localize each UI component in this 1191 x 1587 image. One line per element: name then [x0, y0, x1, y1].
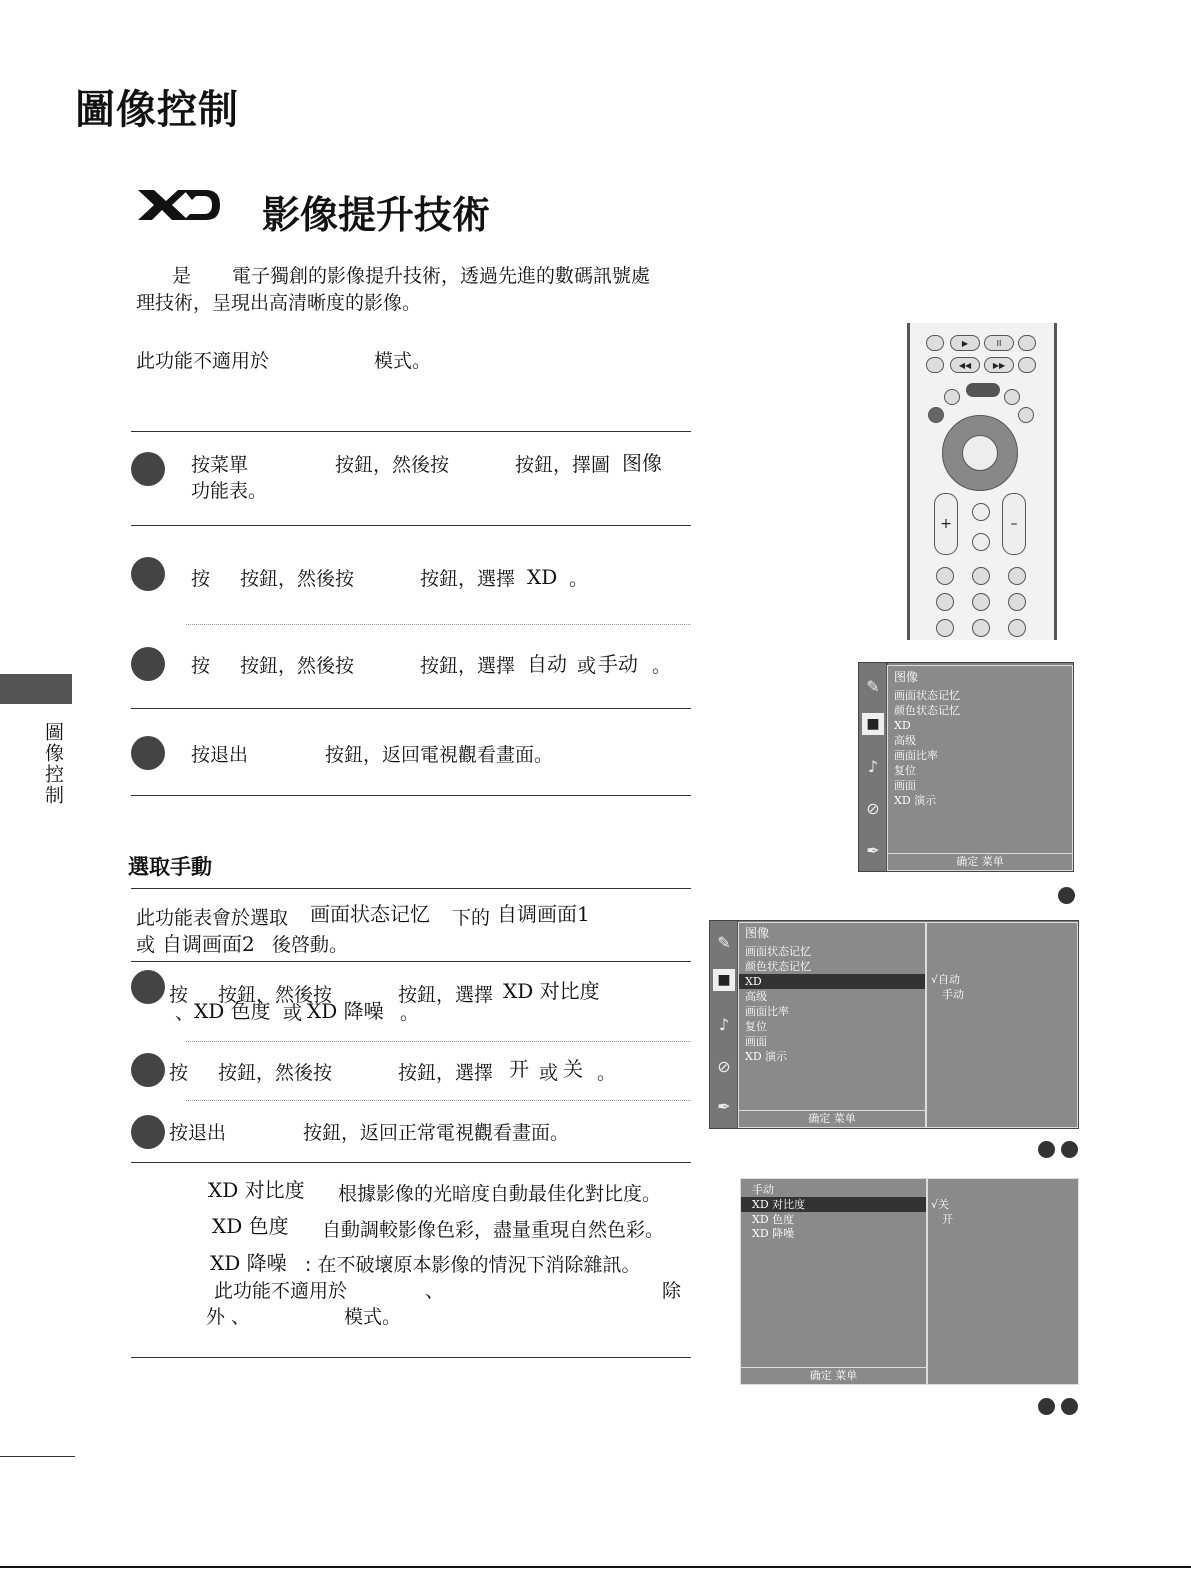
step4-b: 按鈕，返回電視觀看畫面。	[325, 744, 554, 766]
aux-button[interactable]	[944, 389, 960, 405]
osd-list	[887, 665, 1073, 871]
dotted-divider	[186, 1041, 691, 1042]
menu-button[interactable]	[966, 383, 1000, 397]
satellite-icon: ✎	[866, 676, 880, 696]
osd-item[interactable]: 画面比率	[745, 1005, 789, 1018]
pause-button[interactable]: II	[984, 335, 1014, 351]
note2-d: 外 、	[206, 1306, 251, 1328]
fast-forward-button[interactable]: ▶▶	[984, 357, 1014, 373]
divider	[131, 525, 691, 526]
step1-b: 按鈕，然後按	[335, 454, 450, 476]
picture-icon: ■	[862, 713, 884, 735]
osd-item[interactable]: XD	[894, 719, 911, 732]
number-button[interactable]	[1008, 619, 1026, 637]
step-reference-dot	[1061, 1398, 1078, 1415]
note2-c: 除	[662, 1280, 682, 1302]
divider	[131, 888, 691, 889]
footer-rule	[0, 1456, 75, 1457]
number-button[interactable]	[936, 567, 954, 585]
number-button[interactable]	[936, 593, 954, 611]
osd-item[interactable]: 画面	[894, 779, 916, 792]
clock-icon: ⊘	[866, 798, 880, 818]
divider	[131, 708, 691, 709]
step-reference-dot	[1038, 1141, 1055, 1158]
intro-line1: 電子獨創的影像提升技術，透過先進的數碼訊號處	[232, 265, 651, 287]
osd-options	[927, 1178, 1079, 1385]
def-term-contrast: XD 对比度	[208, 1178, 305, 1202]
osd-item[interactable]: XD 演示	[894, 794, 937, 807]
divider	[131, 1162, 691, 1163]
m-step1-c: 按鈕，選擇	[398, 984, 494, 1006]
osd-list	[740, 1178, 927, 1385]
side-label: 圖像控制	[42, 722, 64, 806]
manual-intro2-b: 後啓動。	[272, 934, 349, 956]
step2-a: 按	[191, 568, 211, 590]
m-step1-end: 。	[400, 1002, 420, 1024]
m-step2-c: 按鈕，選擇	[398, 1062, 494, 1084]
step-reference-dot	[1061, 1141, 1078, 1158]
rewind-button[interactable]: ◀◀	[950, 357, 980, 373]
ok-button[interactable]	[962, 435, 998, 471]
step-badge	[131, 1115, 165, 1149]
osd-item[interactable]: 复位	[894, 764, 916, 777]
osd-item[interactable]: 复位	[745, 1020, 767, 1033]
side-tab-marker	[0, 674, 72, 704]
volume-rocker[interactable]: +	[934, 493, 958, 555]
step-reference-dot	[1058, 887, 1075, 904]
bottom-rule	[0, 1566, 1191, 1568]
osd-footer: 确定 菜单	[739, 1110, 925, 1127]
osd-item-selected[interactable]: XD 对比度	[741, 1197, 926, 1212]
divider	[131, 431, 691, 432]
clock-icon: ⊘	[717, 1056, 731, 1076]
osd-item[interactable]: XD 演示	[745, 1050, 788, 1063]
m-step2-or: 或	[539, 1062, 559, 1084]
def-desc-contrast: 根據影像的光暗度自動最佳化對比度。	[338, 1183, 662, 1205]
speaker-icon: ♪	[867, 756, 879, 776]
intro-line2: 理技術，呈現出高清晰度的影像。	[136, 292, 422, 314]
page-title: 圖像控制	[75, 87, 239, 133]
step3-end: 。	[652, 655, 672, 677]
osd-item[interactable]: 画面	[745, 1035, 767, 1048]
divider	[131, 795, 691, 796]
channel-rocker[interactable]: –	[1002, 493, 1026, 555]
step2-menu: XD	[527, 565, 558, 589]
m-step1-s1: XD 对比度	[503, 979, 600, 1003]
m-step2-s1: 开	[509, 1057, 529, 1081]
manual-intro2-a: 或	[136, 934, 156, 956]
step3-opt1: 自动	[527, 652, 567, 676]
osd-menu-manual	[740, 1178, 1079, 1384]
skip-forward-button[interactable]	[1018, 357, 1036, 373]
osd-list	[738, 922, 926, 1128]
exit-button[interactable]	[928, 407, 944, 423]
manual-intro-a: 此功能表會於選取	[136, 907, 289, 929]
m-step3-b: 按鈕，返回正常電視觀看畫面。	[303, 1122, 570, 1144]
record-button[interactable]	[1018, 335, 1036, 351]
m-step1-s3: XD 降噪	[307, 999, 384, 1023]
osd-title: 手动	[752, 1183, 774, 1196]
dotted-divider	[186, 1100, 691, 1101]
step-badge	[131, 557, 165, 591]
step1-a: 按菜單	[191, 454, 249, 476]
osd-footer: 确定 菜单	[741, 1367, 926, 1384]
step1-c: 按鈕，擇圖	[515, 454, 611, 476]
def-desc-color: 自動調較影像色彩，盡量重現自然色彩。	[322, 1219, 665, 1241]
step3-or: 或	[577, 655, 597, 677]
def-term-color: XD 色度	[212, 1214, 289, 1238]
step-badge	[131, 452, 165, 486]
m-step1-sep: 、	[175, 1002, 195, 1024]
m-step1-b: 按鈕，然後按	[218, 984, 333, 1006]
osd-option[interactable]: 开	[942, 1213, 953, 1226]
step1-menu: 图像	[622, 451, 662, 475]
remote-control	[907, 323, 1057, 640]
m-step1-or: 或	[283, 1002, 303, 1024]
step3-a: 按	[191, 655, 211, 677]
m-step2-end: 。	[597, 1062, 617, 1084]
m-step2-a: 按	[169, 1062, 189, 1084]
osd-item[interactable]: XD 降噪	[752, 1227, 795, 1240]
osd-item[interactable]: 颜色状态记忆	[745, 960, 811, 973]
number-button[interactable]	[1008, 593, 1026, 611]
xd-logo	[136, 188, 222, 222]
manual-intro-s2: 自调画面1	[497, 902, 590, 926]
note2-a: 此功能不適用於	[214, 1280, 348, 1302]
osd-menu-xd	[709, 920, 1079, 1129]
osd-item[interactable]: 高级	[745, 990, 767, 1003]
intro-note-b: 模式。	[374, 350, 432, 372]
wrench-icon: ✒	[866, 840, 880, 860]
m-step1-a: 按	[169, 984, 189, 1006]
m-step1-s2: XD 色度	[194, 999, 271, 1023]
osd-item[interactable]: 颜色状态记忆	[894, 704, 960, 717]
osd-item[interactable]: 画面比率	[894, 749, 938, 762]
fav-button[interactable]	[972, 503, 990, 521]
osd-item[interactable]: 高级	[894, 734, 916, 747]
skip-back-button[interactable]	[926, 357, 944, 373]
number-button[interactable]	[1008, 567, 1026, 585]
osd-title: 图像	[894, 670, 919, 684]
section-title: 影像提升技術	[262, 193, 491, 237]
osd-icon-column	[710, 921, 739, 1128]
osd-item[interactable]: 画面状态记忆	[745, 945, 811, 958]
step4-a: 按退出	[191, 744, 249, 766]
note2-e: 模式。	[344, 1306, 402, 1328]
step2-b: 按鈕，然後按	[240, 568, 355, 590]
osd-item-selected[interactable]: XD	[739, 974, 925, 989]
def-desc-nr: : 在不破壞原本影像的情況下消除雜訊。	[305, 1254, 641, 1276]
manual-heading: 選取手動	[128, 855, 212, 879]
note2-b: 、	[425, 1280, 445, 1302]
satellite-icon: ✎	[717, 932, 731, 952]
step-badge	[131, 970, 165, 1004]
step3-c: 按鈕，選擇	[420, 655, 516, 677]
step-badge	[131, 736, 165, 770]
m-step3-a: 按退出	[169, 1122, 227, 1144]
picture-icon: ■	[713, 969, 735, 991]
osd-option[interactable]: 手动	[942, 988, 964, 1001]
mute-button[interactable]	[972, 533, 990, 551]
step3-b: 按鈕，然後按	[240, 655, 355, 677]
osd-item[interactable]: 画面状态记忆	[894, 689, 960, 702]
intro-note-a: 此功能不適用於	[136, 350, 270, 372]
aux-button[interactable]	[1018, 407, 1034, 423]
osd-option[interactable]: √自动	[931, 973, 961, 986]
osd-footer: 确定 菜单	[888, 853, 1072, 870]
divider	[131, 961, 691, 962]
manual-intro2-s: 自调画面2	[162, 932, 255, 956]
step2-end: 。	[569, 568, 589, 590]
stop-button[interactable]	[926, 335, 944, 351]
step-reference-dot	[1038, 1398, 1055, 1415]
manual-intro-b: 下的	[452, 907, 491, 929]
step3-opt2: 手动	[598, 652, 638, 676]
number-button[interactable]	[972, 567, 990, 585]
osd-options	[926, 922, 1078, 1128]
dotted-divider	[186, 624, 691, 625]
number-button[interactable]	[936, 619, 954, 637]
number-button[interactable]	[972, 619, 990, 637]
osd-title: 图像	[745, 926, 770, 940]
osd-item[interactable]: XD 色度	[752, 1213, 795, 1226]
aux-button[interactable]	[1004, 389, 1020, 405]
divider	[131, 1357, 691, 1358]
speaker-icon: ♪	[718, 1014, 730, 1034]
def-term-nr: XD 降噪	[210, 1251, 287, 1275]
step-badge	[131, 647, 165, 681]
step2-c: 按鈕，選擇	[420, 568, 516, 590]
step-badge	[131, 1053, 165, 1087]
step1-line2: 功能表。	[191, 480, 268, 502]
intro-word: 是	[172, 265, 192, 287]
osd-icon-column	[859, 663, 888, 871]
manual-intro-s1: 画面状态记忆	[310, 902, 430, 926]
m-step2-s2: 关	[563, 1057, 583, 1081]
number-button[interactable]	[972, 593, 990, 611]
osd-menu-picture	[858, 662, 1074, 872]
m-step2-b: 按鈕，然後按	[218, 1062, 333, 1084]
osd-option[interactable]: √关	[931, 1198, 950, 1211]
play-button[interactable]: ▶	[950, 335, 980, 351]
wrench-icon: ✒	[717, 1096, 731, 1116]
